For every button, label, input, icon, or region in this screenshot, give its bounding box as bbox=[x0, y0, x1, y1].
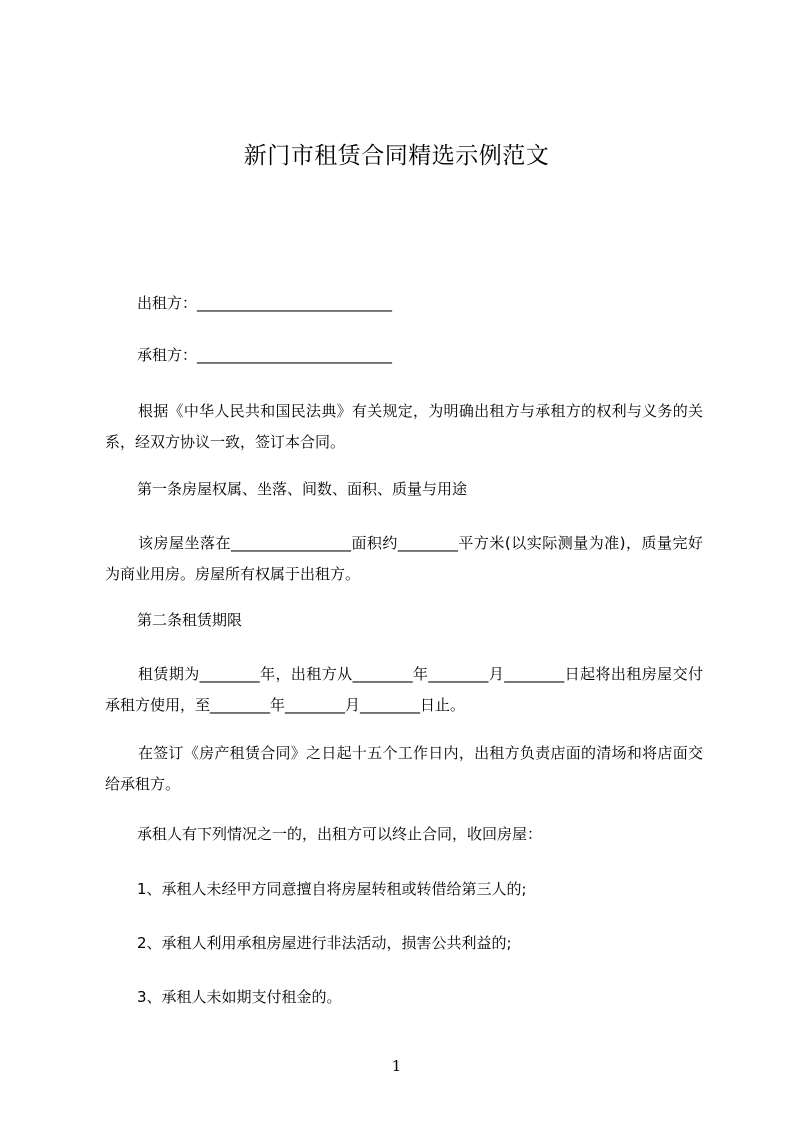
article1-heading: 第一条房屋权属、坐落、间数、面积、质量与用途 bbox=[137, 480, 468, 498]
termination-intro: 承租人有下列情况之一的，出租方可以终止合同，收回房屋： bbox=[137, 825, 543, 843]
article2-body: 租赁期为________年，出租方从________年________月________日起将出租房屋交付承租方使用，至________年________月________日止。 bbox=[105, 665, 703, 714]
intro-paragraph: 根据《中华人民共和国民法典》有关规定，为明确出租方与承租方的权利与义务的关系，经双方协议一致，签订本合同。 bbox=[105, 402, 703, 451]
condition-item-3: 3、承租人未如期支付租金的。 bbox=[137, 988, 342, 1006]
lessor-line: 出租方：__________________________ bbox=[137, 294, 393, 312]
document-title: 新门市租赁合同精选示例范文 bbox=[243, 143, 550, 169]
lessee-line: 承租方：__________________________ bbox=[137, 346, 393, 364]
article2-heading: 第二条租赁期限 bbox=[137, 611, 243, 629]
condition-item-1: 1、承租人未经甲方同意擅自将房屋转租或转借给第三人的; bbox=[137, 880, 527, 898]
condition-item-2: 2、承租人利用承租房屋进行非法活动，损害公共利益的; bbox=[137, 934, 512, 952]
handover-paragraph: 在签订《房产租赁合同》之日起十五个工作日内，出租方负责店面的清场和将店面交给承租方。 bbox=[105, 744, 703, 793]
article1-body: 该房屋坐落在________________面积约________平方米(以实际测量为准)，质量完好为商业用房。房屋所有权属于出租方。 bbox=[105, 534, 703, 583]
page-number: 1 bbox=[391, 1057, 402, 1075]
